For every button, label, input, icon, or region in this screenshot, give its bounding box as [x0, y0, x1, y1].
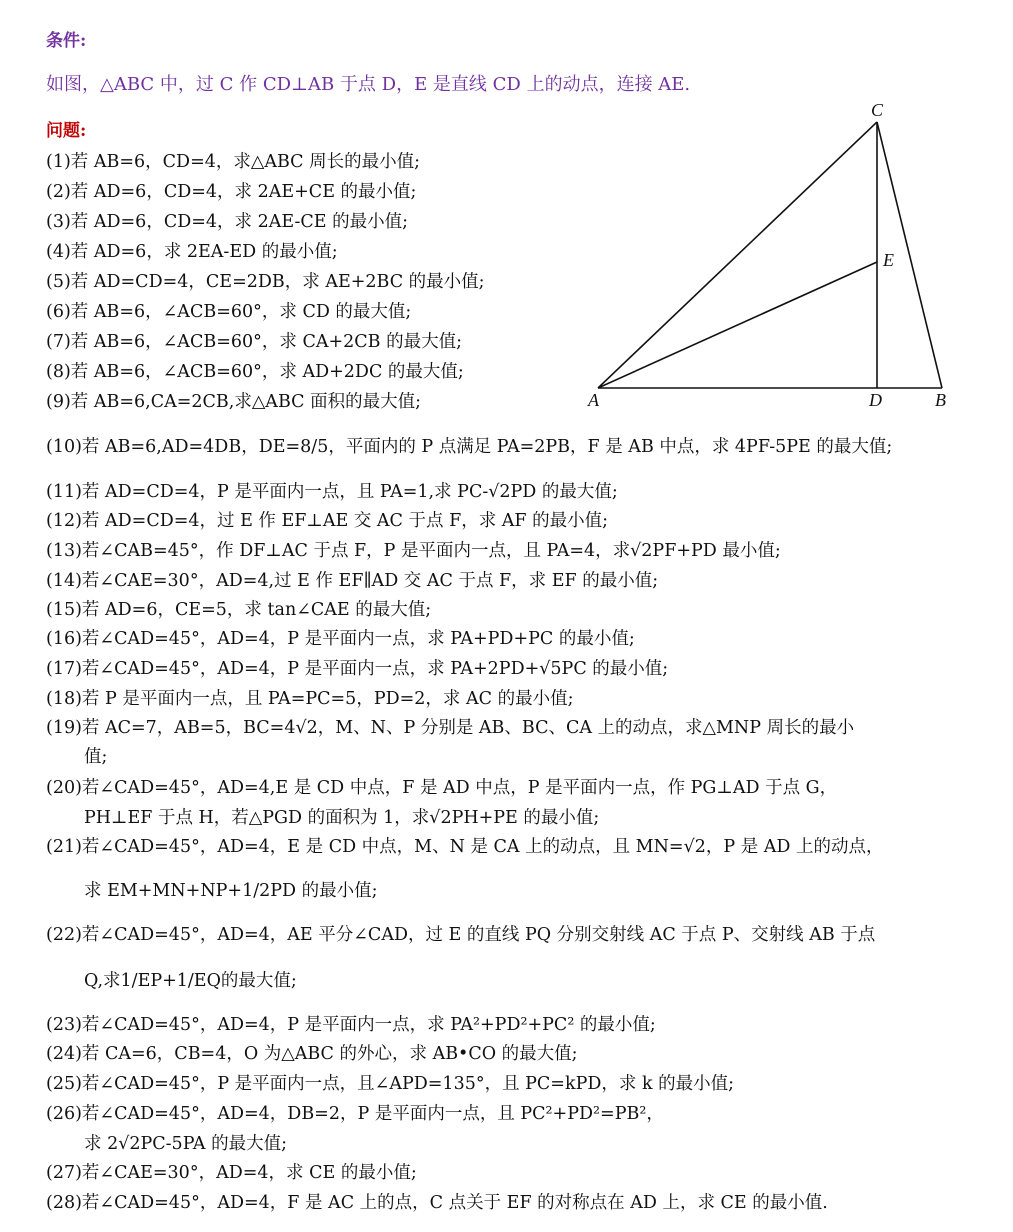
question-q26-line-1: (26)若∠CAD=45°，AD=4，DB=2，P 是平面内一点，且 PC²+PD²=PB²，	[46, 1104, 664, 1124]
question-q13-line-1: (13)若∠CAB=45°，作 DF⊥AC 于点 F，P 是平面内一点，且 PA=4，求√2PF+PD 最小值;	[46, 541, 781, 561]
question-q14-line-1: (14)若∠CAE=30°，AD=4,过 E 作 EF∥AD 交 AC 于点 F，求 EF 的最小值;	[46, 571, 659, 591]
question-q8-line-1: (8)若 AB=6，∠ACB=60°，求 AD+2DC 的最大值;	[46, 362, 464, 382]
question-q21-line-1: (21)若∠CAD=45°，AD=4，E 是 CD 中点，M、N 是 CA 上的动点，且 MN=√2，P 是 AD 上的动点，	[46, 837, 884, 857]
segment-ae	[598, 262, 877, 388]
label-a: A	[588, 390, 599, 410]
question-q24-line-1: (24)若 CA=6，CB=4，O 为△ABC 的外心，求 AB•CO 的最大值;	[46, 1044, 578, 1064]
label-c: C	[871, 100, 884, 120]
question-q27-line-1: (27)若∠CAE=30°，AD=4，求 CE 的最小值;	[46, 1163, 417, 1183]
label-d: D	[869, 390, 882, 410]
condition-heading: 条件:	[46, 31, 87, 51]
question-q19-line-1: (19)若 AC=7，AB=5，BC=4√2，M、N、P 分别是 AB、BC、CA 上的动点，求△MNP 周长的最小	[46, 718, 855, 738]
problem-heading: 问题:	[46, 121, 87, 141]
question-q22-line-2: Q,求1/EP+1/EQ的最大值;	[84, 971, 297, 991]
question-q10-line-1: (10)若 AB=6,AD=4DB，DE=8/5，平面内的 P 点满足 PA=2PB，F 是 AB 中点，求 4PF-5PE 的最大值;	[46, 437, 893, 457]
question-q19-line-2: 值;	[84, 747, 108, 767]
segment-ac	[598, 122, 877, 388]
triangle-figure	[585, 100, 965, 420]
question-q21-line-2: 求 EM+MN+NP+1/2PD 的最小值;	[84, 881, 378, 901]
question-q5-line-1: (5)若 AD=CD=4，CE=2DB，求 AE+2BC 的最小值;	[46, 272, 485, 292]
question-q16-line-1: (16)若∠CAD=45°，AD=4，P 是平面内一点，求 PA+PD+PC 的最小值;	[46, 629, 635, 649]
question-q4-line-1: (4)若 AD=6，求 2EA-ED 的最小值;	[46, 242, 338, 262]
question-q11-line-1: (11)若 AD=CD=4，P 是平面内一点，且 PA=1,求 PC-√2PD 的最大值;	[46, 482, 618, 502]
question-q7-line-1: (7)若 AB=6，∠ACB=60°，求 CA+2CB 的最大值;	[46, 332, 462, 352]
question-q9-line-1: (9)若 AB=6,CA=2CB,求△ABC 面积的最大值;	[46, 392, 421, 412]
label-e: E	[883, 250, 894, 270]
question-q3-line-1: (3)若 AD=6，CD=4，求 2AE-CE 的最小值;	[46, 212, 409, 232]
label-b: B	[935, 390, 946, 410]
question-q20-line-2: PH⊥EF 于点 H，若△PGD 的面积为 1，求√2PH+PE 的最小值;	[84, 808, 600, 828]
question-q1-line-1: (1)若 AB=6，CD=4，求△ABC 周长的最小值;	[46, 152, 420, 172]
question-q20-line-1: (20)若∠CAD=45°，AD=4,E 是 CD 中点，F 是 AD 中点，P 是平面内一点，作 PG⊥AD 于点 G，	[46, 778, 838, 798]
question-q17-line-1: (17)若∠CAD=45°，AD=4，P 是平面内一点，求 PA+2PD+√5PC 的最小值;	[46, 659, 669, 679]
question-q12-line-1: (12)若 AD=CD=4，过 E 作 EF⊥AE 交 AC 于点 F，求 AF 的最小值;	[46, 511, 609, 531]
question-q18-line-1: (18)若 P 是平面内一点，且 PA=PC=5，PD=2，求 AC 的最小值;	[46, 689, 574, 709]
condition-text: 如图，△ABC 中，过 C 作 CD⊥AB 于点 D，E 是直线 CD 上的动点，连接 AE.	[46, 74, 691, 95]
question-q15-line-1: (15)若 AD=6，CE=5，求 tan∠CAE 的最大值;	[46, 600, 432, 620]
question-q22-line-1: (22)若∠CAD=45°，AD=4，AE 平分∠CAD，过 E 的直线 PQ 分别交射线 AC 于点 P、交射线 AB 于点	[46, 925, 876, 945]
question-q28-line-1: (28)若∠CAD=45°，AD=4，F 是 AC 上的点，C 点关于 EF 的对称点在 AD 上，求 CE 的最小值.	[46, 1193, 828, 1213]
question-q23-line-1: (23)若∠CAD=45°，AD=4，P 是平面内一点，求 PA²+PD²+PC² 的最小值;	[46, 1015, 656, 1035]
question-q26-line-2: 求 2√2PC-5PA 的最大值;	[84, 1134, 287, 1154]
question-q2-line-1: (2)若 AD=6，CD=4，求 2AE+CE 的最小值;	[46, 182, 417, 202]
question-q6-line-1: (6)若 AB=6，∠ACB=60°，求 CD 的最大值;	[46, 302, 412, 322]
question-q25-line-1: (25)若∠CAD=45°，P 是平面内一点，且∠APD=135°，且 PC=kPD，求 k 的最小值;	[46, 1074, 735, 1094]
